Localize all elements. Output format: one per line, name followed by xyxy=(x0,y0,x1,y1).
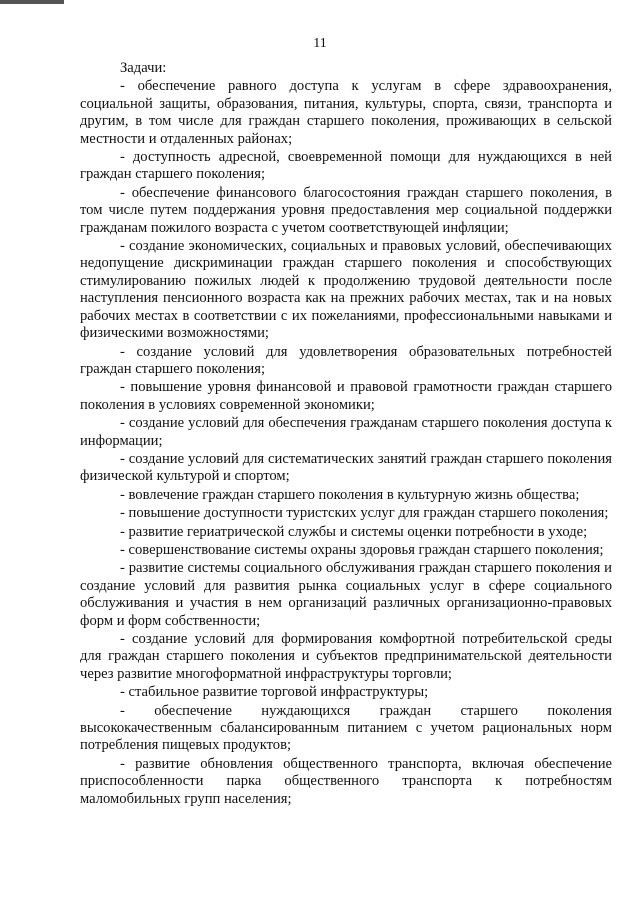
task-item: - создание экономических, социальных и правовых условий, обеспечивающих недопущение дискриминации граждан старшего поколения и способствующих стимулированию пожилых людей к продолжению трудовой деятельности после наступления пенсионного возраста как на прежних рабочих местах, так и на новых рабочих местах в соответствии с их пожеланиями, профессиональными навыками и физическими возможностями; xyxy=(80,238,612,342)
task-item: - развитие обновления общественного транспорта, включая обеспечение приспособленности парка общественного транспорта к потребностям маломобильных групп населения; xyxy=(80,755,612,807)
task-item: - вовлечение граждан старшего поколения в культурную жизнь общества; xyxy=(120,486,580,503)
document-body xyxy=(80,60,612,809)
task-item: - развитие системы социального обслуживания граждан старшего поколения и создание условий для развития рынка социальных услуг в сфере социального обслуживания и участия в нем организаций различных организационно-правовых форм и форм собственности; xyxy=(80,560,612,629)
section-heading: Задачи: xyxy=(120,60,167,76)
page-number: 11 xyxy=(313,36,327,51)
task-item: - обеспечение равного доступа к услугам в сфере здравоохранения, социальной защиты, образования, питания, культуры, спорта, связи, транспорта и другим, в том числе для граждан старшего поколения, проживающих в сельской местности и отдаленных районах; xyxy=(80,78,612,147)
task-item: - стабильное развитие торговой инфраструктуры; xyxy=(120,684,429,701)
task-item: - обеспечение нуждающихся граждан старшего поколения высококачественным сбалансированным питанием с учетом рациональных норм потребления пищевых продуктов; xyxy=(80,702,612,754)
task-item: - создание условий для удовлетворения образовательных потребностей граждан старшего поколения; xyxy=(80,343,612,377)
top-edge-mark xyxy=(0,0,64,4)
task-item: - обеспечение финансового благосостояния граждан старшего поколения, в том числе путем поддержания уровня предоставления мер социальной поддержки гражданам пожилого возраста с учетом соответствующей инфляции; xyxy=(80,184,612,236)
task-item: - повышение уровня финансовой и правовой грамотности граждан старшего поколения в условиях современной экономики; xyxy=(80,379,612,413)
task-item: - создание условий для формирования комфортной потребительской среды для граждан старшего поколения и субъектов предпринимательской деятельности через развитие многоформатной инфраструктуры торговли; xyxy=(80,631,612,682)
task-item: - создание условий для обеспечения гражданам старшего поколения доступа к информации; xyxy=(80,415,612,449)
task-item: - совершенствование системы охраны здоровья граждан старшего поколения; xyxy=(120,541,604,558)
task-item: - создание условий для систематических занятий граждан старшего поколения физической культурой и спортом; xyxy=(80,450,612,485)
task-item: - доступность адресной, своевременной помощи для нуждающихся в ней граждан старшего поколения; xyxy=(80,149,612,183)
task-item: - повышение доступности туристских услуг для граждан старшего поколения; xyxy=(120,505,609,522)
task-item: - развитие гериатрической службы и системы оценки потребности в уходе; xyxy=(120,523,588,540)
